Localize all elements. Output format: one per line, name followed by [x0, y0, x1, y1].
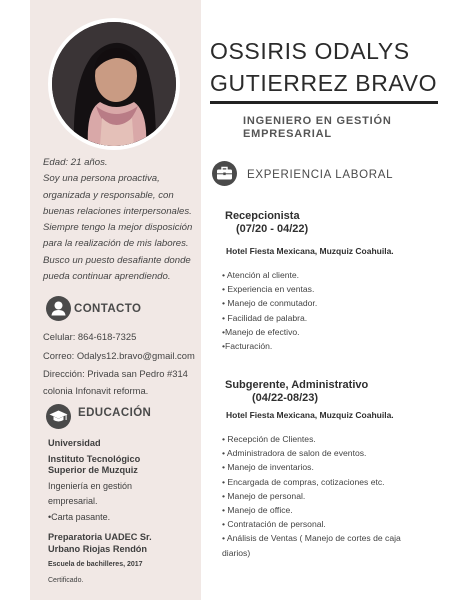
education-status: •Carta pasante.	[48, 511, 111, 522]
education-highschool-name-2: Urbano Riojas Rendón	[48, 543, 148, 554]
profile-line: pueda continuar aprendiendo.	[43, 271, 171, 283]
professional-title	[243, 115, 392, 141]
profile-line: buenas relaciones interpersonales.	[43, 205, 192, 217]
education-university	[48, 438, 198, 525]
professional-title-line-2: EMPRESARIAL	[243, 128, 332, 140]
job-duty: • Facilidad de palabra.	[222, 312, 308, 323]
job-duty: • Manejo de personal.	[222, 490, 306, 501]
job-dates: (07/20 - 04/22)	[236, 223, 309, 235]
contact-phone: Celular: 864-618-7325	[43, 331, 137, 342]
education-university-label: Universidad	[48, 438, 101, 448]
contact-address-2: colonia Infonavit reforma.	[43, 385, 149, 396]
job-duty: • Encargada de compras, cotizaciones etc.	[222, 476, 385, 487]
contact-email: Correo: Odalys12.bravo@gmail.com	[43, 350, 195, 361]
education-highschool-name: Preparatoria UADEC Sr.	[48, 532, 152, 542]
job-duty: • Recepción de Clientes.	[222, 434, 316, 444]
job-company: Hotel Fiesta Mexicana, Muzquiz Coahuila.	[226, 246, 394, 256]
education-university-name: Instituto Tecnológico	[48, 453, 141, 464]
professional-title-line: INGENIERO EN GESTIÓN	[243, 115, 392, 127]
job-duty: • Manejo de office.	[222, 505, 293, 516]
education-highschool	[48, 532, 198, 587]
education-highschool-school: Escuela de bachilleres, 2017	[48, 561, 143, 568]
briefcase-icon	[212, 161, 237, 186]
education-degree-2: empresarial.	[48, 496, 98, 506]
job-duties	[222, 432, 422, 560]
education-highschool-status: Certificado.	[48, 577, 84, 584]
job-duty: •Manejo de efectivo.	[222, 326, 300, 337]
job-duty: •Facturación.	[222, 341, 273, 352]
job-duty: diarios)	[222, 547, 251, 558]
job-duty: • Manejo de conmutador.	[222, 298, 318, 309]
contact-title: CONTACTO	[74, 303, 142, 315]
job-duty: • Manejo de inventarios.	[222, 462, 314, 473]
name-divider	[210, 101, 438, 104]
education-degree: Ingeniería en gestión	[48, 480, 133, 491]
profile-line: para la realización de mis labores.	[43, 238, 189, 250]
job-duty: • Contratación de personal.	[222, 519, 326, 530]
job-title: Recepcionista	[225, 210, 300, 222]
profile-summary	[43, 155, 199, 285]
job-duty: • Administradora de salon de eventos.	[222, 448, 367, 459]
education-university-name-2: Superior de Muzquiz	[48, 465, 138, 475]
profile-line: Busco un puesto desafiante donde	[43, 254, 191, 266]
profile-photo	[52, 22, 176, 146]
profile-line: Edad: 21 años.	[43, 157, 108, 168]
name-line-2: GUTIERREZ BRAVO	[210, 70, 438, 96]
profile-line: Soy una persona proactiva,	[43, 173, 160, 185]
job-dates: (04/22-08/23)	[252, 392, 319, 404]
job-duties	[222, 268, 422, 353]
name-line-1: OSSIRIS ODALYS	[210, 38, 410, 64]
job-duty: • Atención al cliente.	[222, 270, 300, 280]
education-title: EDUCACIÓN	[78, 407, 152, 419]
job-duty: • Experiencia en ventas.	[222, 284, 315, 295]
profile-line: organizada y responsable, con	[43, 189, 174, 201]
graduation-cap-icon	[46, 404, 71, 429]
job-title: Subgerente, Administrativo	[225, 379, 369, 391]
job-company: Hotel Fiesta Mexicana, Muzquiz Coahuila.	[226, 410, 394, 420]
job-duty: • Análisis de Ventas ( Manejo de cortes de caja	[222, 533, 401, 544]
experience-title: EXPERIENCIA LABORAL	[247, 169, 394, 181]
profile-line: Siempre tengo la mejor disposición	[43, 222, 193, 234]
profile-photo-illustration	[52, 22, 176, 146]
user-icon	[46, 296, 71, 321]
contact-address: Dirección: Privada san Pedro #314	[43, 368, 188, 379]
